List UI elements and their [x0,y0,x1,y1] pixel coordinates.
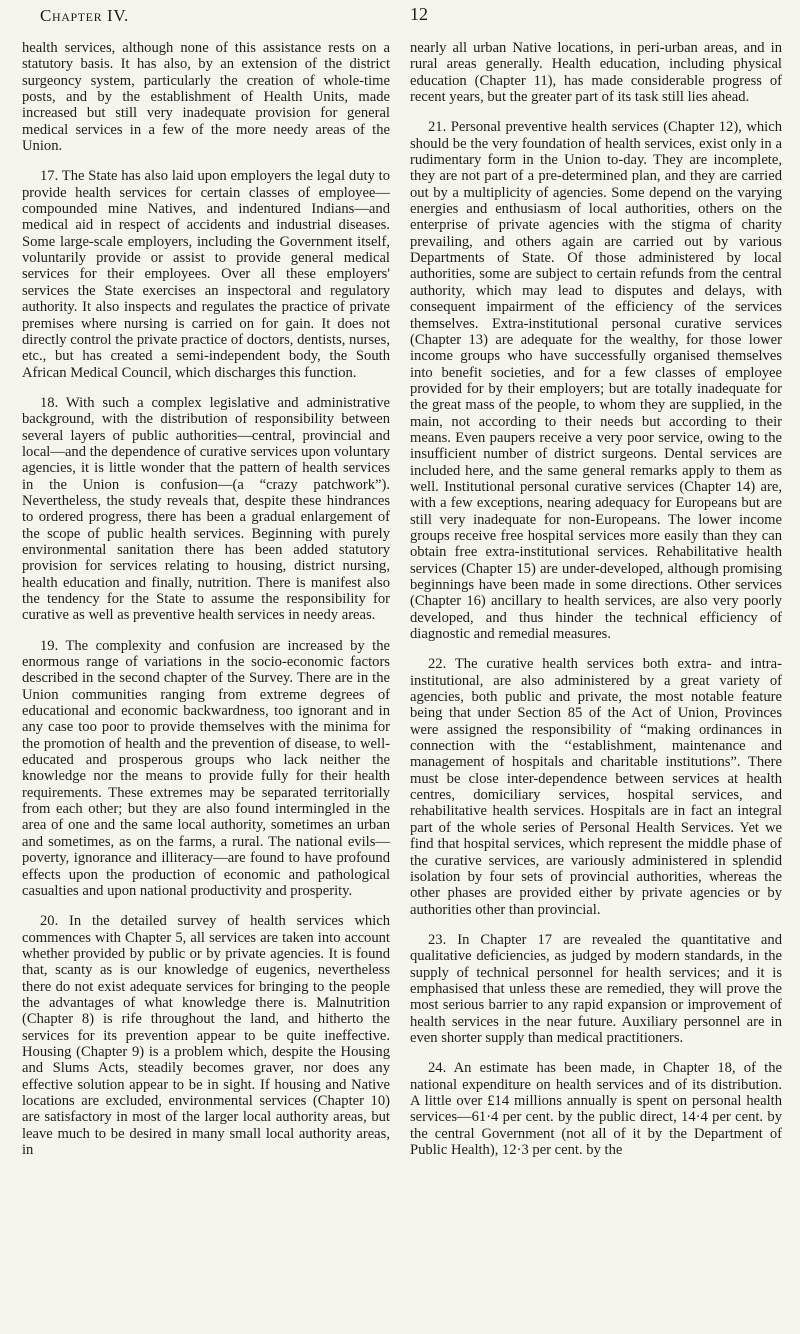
paragraph-24: 24. An estimate has been made, in Chapter 18, of the national expenditure on health services and of its distribution. A little over £14 millions annually is spent on personal health services—61·4 per cent. by the public direct, 14·4 per cent. by the central Government (not all of it by the Department of Public Health), 12·3 per cent. by the [410,1060,782,1158]
running-head: Chapter IV. [40,6,129,25]
paragraph-21: 21. Personal preventive health services (Chapter 12), which should be the very foundation of health services, exist only in a rudimentary form in the Union to-day. They are incomplete, they are not part of a pre-determined plan, and they are carried out by a multiplicity of agencies. Some depend on the varying energies and enthusiasm of local authorities, others on the enterprise of private agencies with the stigma of charity prevailing, and others again are carried out by various Departments of State. Of those administered by local authorities, some are subject to certain refunds from the central authority, which may lead to disputes and delays, with consequent impairment of the efficiency of the services themselves. Extra-institutional personal curative services (Chapter 13) are adequate for the wealthy, for those lower income groups who have successfully organised themselves into benefit societies, and for a few classes of employee provided for by their employers; but are totally inadequate for the great mass of the people, to whom they are supplied, in the main, not according to their needs but according to their means. Even paupers receive a very poor service, owing to the insufficient number of district surgeons. Dental services are included here, and the same general remarks apply to them as well. Institutional personal curative services (Chapter 14) are, with a few exceptions, nearing adequacy for Europeans but are still very inadequate for non-Europeans. The lower income groups receive free hospital services more easily than they can obtain free extra-institutional services. Rehabilitative health services (Chapter 15) are under-developed, although promising beginnings have been made in some directions. Other services (Chapter 16) ancillary to health services, are also very poorly developed, and thus hinder the technical efficiency of diagnostic and remedial measures. [410,119,782,643]
paragraph-22: 22. The curative health services both extra- and intra-institutional, are also administered by a great variety of agencies, both public and private, the most notable feature being that under Section 85 of the Act of Union, Provinces were assigned the responsibility of “making ordinances in connection with the ‘‘establishment, maintenance and management of hospitals and charitable institutions”. There must be close inter-dependence between services at health centres, domiciliary services, hospital services, and rehabilitative health services. Hospitals are in fact an integral part of the whole series of Personal Health Services. Yet we find that hospital services, which represent the middle phase of the curative services, are variously administered in splendid isolation by four sets of provincial authorities, whereas the other phases are provided either by private agencies or by authorities other than provincial. [410,656,782,918]
paragraph-20: 20. In the detailed survey of health services which commences with Chapter 5, all services are taken into account whether provided by public or by private agencies. It is found that, scanty as is our knowledge of eugenics, nevertheless there do not exist adequate services for bringing to the people the advantages of what knowledge there is. Malnutrition (Chapter 8) is rife throughout the land, and hitherto the services for its prevention appear to be quite ineffective. Housing (Chapter 9) is a problem which, despite the Housing and Slums Acts, steadily becomes graver, nor does any effective solution appear to be in sight. If housing and Native locations are excluded, environmental services (Chapter 10) are satisfactory in most of the larger local authority areas, but leave much to be desired in many small local authority areas, in [22,913,390,1158]
right-column [410,40,782,1320]
paragraph-18: 18. With such a complex legislative and administrative background, with the distribution of responsibility between several layers of public authorities—central, provincial and local—and the dependence of curative services upon voluntary agencies, it is little wonder that the pattern of health services in the Union is confusion—(a “crazy patchwork”). Nevertheless, the study reveals that, despite these hindrances to ordered progress, there has been a gradual enlargement of the scope of public health services. Beginning with purely environmental sanitation there has been added statutory provision for services relating to housing, district nursing, health education and finally, nutrition. There is manifest also the tendency for the State to assume the responsibility for curative as well as preventive health services in needy areas. [22,394,390,624]
paragraph-23: 23. In Chapter 17 are revealed the quantitative and qualitative deficiencies, as judged by modern standards, in the supply of technical personnel for health services; and it is emphasised that unless these are remedied, they will prove the most serious barrier to any rapid expansion or improvement of health services in the near future. Auxiliary personnel are in even shorter supply than medical practitioners. [410,931,782,1046]
paragraph-17: 17. The State has also laid upon employers the legal duty to provide health services for certain classes of employee—compounded mine Natives, and indentured Indians—and medical aid in respect of accidents and industrial diseases. Some large-scale employers, including the Government itself, voluntarily provide or assist to provide general medical services for their employees. Over all these employers' services the State exercises an inspectoral and regulatory authority. It also inspects and regulates the practice of private premises where nursing is carried on for gain. It does not directly control the private practice of doctors, dentists, nurses, etc., but has created a semi-independent body, the South African Medical Council, which discharges this function. [22,168,390,381]
paragraph-19: 19. The complexity and confusion are increased by the enormous range of variations in the socio-economic factors described in the second chapter of the Survey. There are in the Union communities ranging from extreme degrees of educational and economic backwardness, too ignorant and in any case too poor to provide themselves with the minima for the promotion of health and the prevention of disease, to well-educated and prosperous groups who lack neither the knowledge nor the means to provide fully for their health requirements. These extremes may be separated territorially from each other; but they are also found intermingled in the area of one and the same local authority, sometimes an urban and sometimes, as on the farms, a rural. The national evils—poverty, ignorance and illiteracy—are found to have profound effects upon the production of economic and pathological casualties and upon national productivity and prosperity. [22,637,390,899]
paragraph-20-continued: nearly all urban Native locations, in peri-urban areas, and in rural areas generally. Health education, including physical education (Chapter 11), has made considerable progress of recent years, but the greater part of its task still lies ahead. [410,40,782,106]
page-number: 12 [410,4,428,24]
left-column [22,40,390,1320]
paragraph-16-continued: health services, although none of this assistance rests on a statutory basis. It has also, by an extension of the district surgeoncy system, particularly the creation of whole-time posts, and by the establishment of Health Units, made increased but still very inadequate provision for general medical services in a few of the more needy areas of the Union. [22,40,390,155]
